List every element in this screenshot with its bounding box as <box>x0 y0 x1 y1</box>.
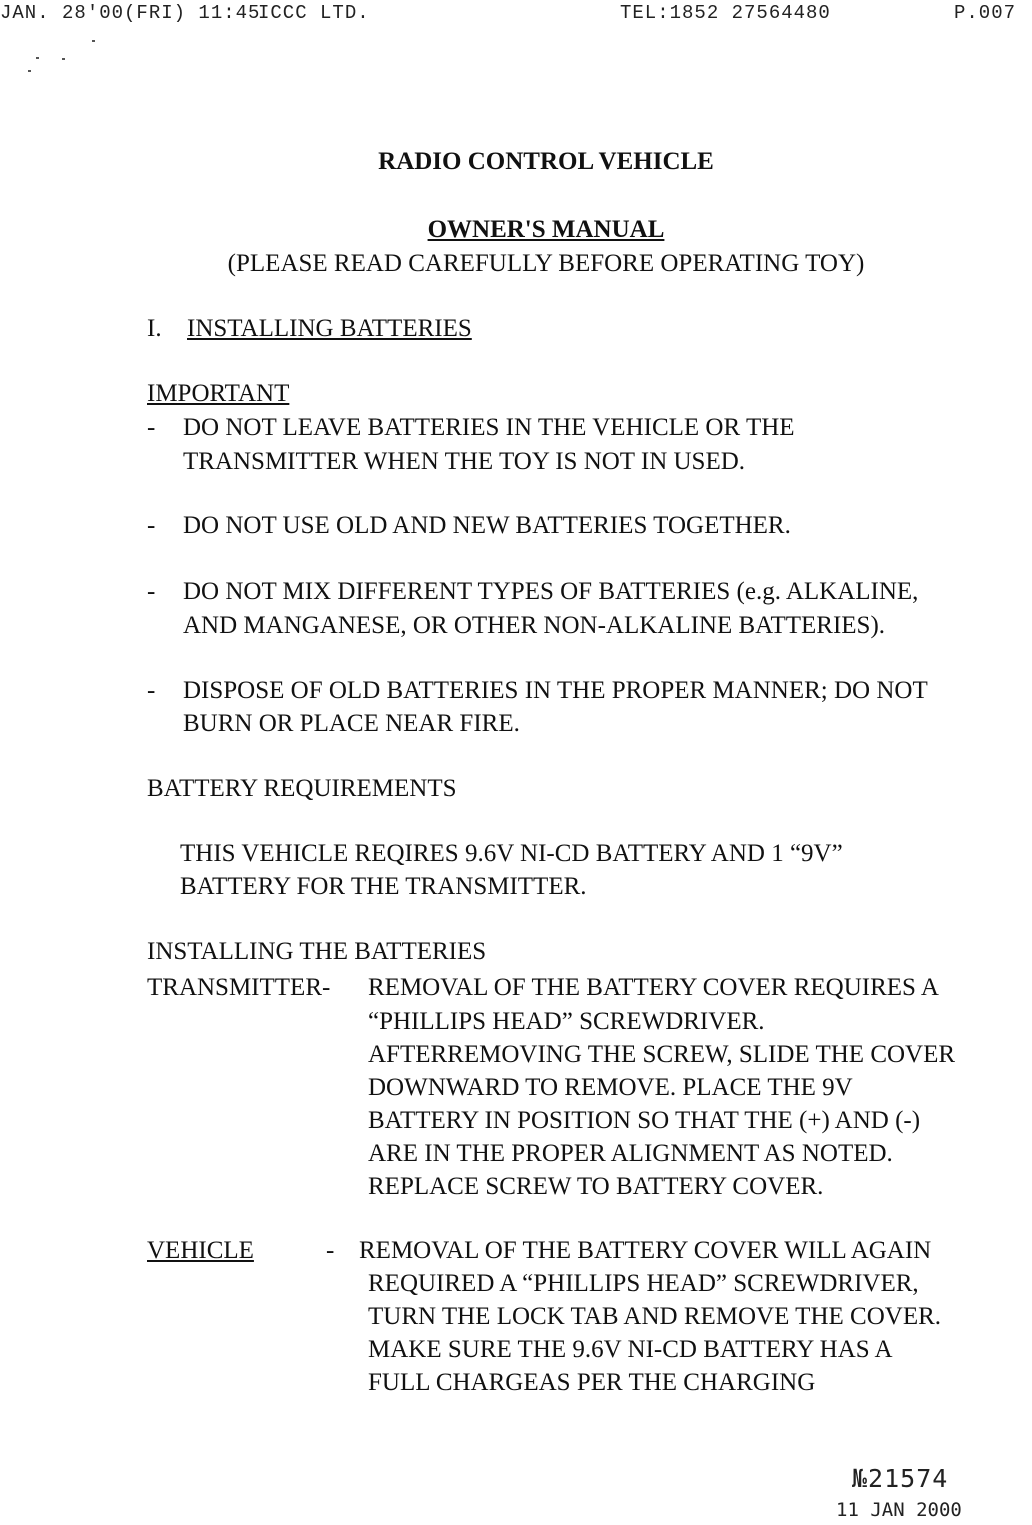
vehicle-line: TURN THE LOCK TAB AND REMOVE THE COVER. <box>368 1303 942 1330</box>
transmitter-line: REPLACE SCREW TO BATTERY COVER. <box>368 1173 824 1200</box>
fax-company: ICCC LTD. <box>258 2 370 24</box>
item-line: DO NOT LEAVE BATTERIES IN THE VEHICLE OR THE <box>183 414 795 441</box>
vehicle-dash: - <box>326 1237 335 1264</box>
vehicle-label: VEHICLE <box>147 1237 254 1264</box>
scan-speck <box>92 40 95 42</box>
transmitter-line: DOWNWARD TO REMOVE. PLACE THE 9V <box>368 1074 853 1101</box>
transmitter-line: AFTERREMOVING THE SCREW, SLIDE THE COVER <box>368 1041 956 1068</box>
fax-tel: TEL:1852 27564480 <box>620 2 831 24</box>
transmitter-line: BATTERY IN POSITION SO THAT THE (+) AND (-) <box>368 1107 921 1134</box>
fax-page: P.007 <box>954 2 1017 24</box>
installing-heading: INSTALLING THE BATTERIES <box>147 938 487 965</box>
stamp-number: №21574 <box>852 1464 949 1493</box>
item-line: AND MANGANESE, OR OTHER NON-ALKALINE BATTERIES). <box>183 612 886 639</box>
read-carefully-note: (PLEASE READ CAREFULLY BEFORE OPERATING TOY) <box>227 250 865 277</box>
transmitter-line: REMOVAL OF THE BATTERY COVER REQUIRES A <box>368 974 939 1001</box>
document-title: RADIO CONTROL VEHICLE <box>378 148 714 175</box>
vehicle-line: REMOVAL OF THE BATTERY COVER WILL AGAIN <box>359 1237 932 1264</box>
battery-requirements-heading: BATTERY REQUIREMENTS <box>147 775 457 802</box>
manual-subtitle: OWNER'S MANUAL <box>427 216 665 243</box>
item-line: DO NOT MIX DIFFERENT TYPES OF BATTERIES (e.g. ALKALINE, <box>183 578 919 605</box>
section-heading: INSTALLING BATTERIES <box>187 315 472 342</box>
item-line: DO NOT USE OLD AND NEW BATTERIES TOGETHER. <box>183 512 791 539</box>
requirements-line: THIS VEHICLE REQIRES 9.6V NI-CD BATTERY AND 1 “9V” <box>180 840 843 867</box>
vehicle-line: FULL CHARGEAS PER THE CHARGING <box>368 1369 816 1396</box>
fax-datetime: JAN. 28'00(FRI) 11:45 <box>0 2 261 24</box>
item-line: BURN OR PLACE NEAR FIRE. <box>183 710 520 737</box>
scan-speck <box>36 57 39 59</box>
transmitter-label: TRANSMITTER- <box>147 974 331 1001</box>
stamp-date: 11 JAN 2000 <box>836 1499 962 1521</box>
transmitter-line: ARE IN THE PROPER ALIGNMENT AS NOTED. <box>368 1140 893 1167</box>
scan-speck <box>28 70 31 72</box>
item-line: TRANSMITTER WHEN THE TOY IS NOT IN USED. <box>183 448 746 475</box>
requirements-line: BATTERY FOR THE TRANSMITTER. <box>180 873 587 900</box>
transmitter-line: “PHILLIPS HEAD” SCREWDRIVER. <box>368 1008 765 1035</box>
vehicle-line: REQUIRED A “PHILLIPS HEAD” SCREWDRIVER, <box>368 1270 919 1297</box>
vehicle-line: MAKE SURE THE 9.6V NI-CD BATTERY HAS A <box>368 1336 893 1363</box>
important-heading: IMPORTANT <box>147 380 290 407</box>
item-line: DISPOSE OF OLD BATTERIES IN THE PROPER MANNER; DO NOT <box>183 677 928 704</box>
section-number: I. <box>147 315 162 342</box>
scan-speck <box>62 58 65 60</box>
